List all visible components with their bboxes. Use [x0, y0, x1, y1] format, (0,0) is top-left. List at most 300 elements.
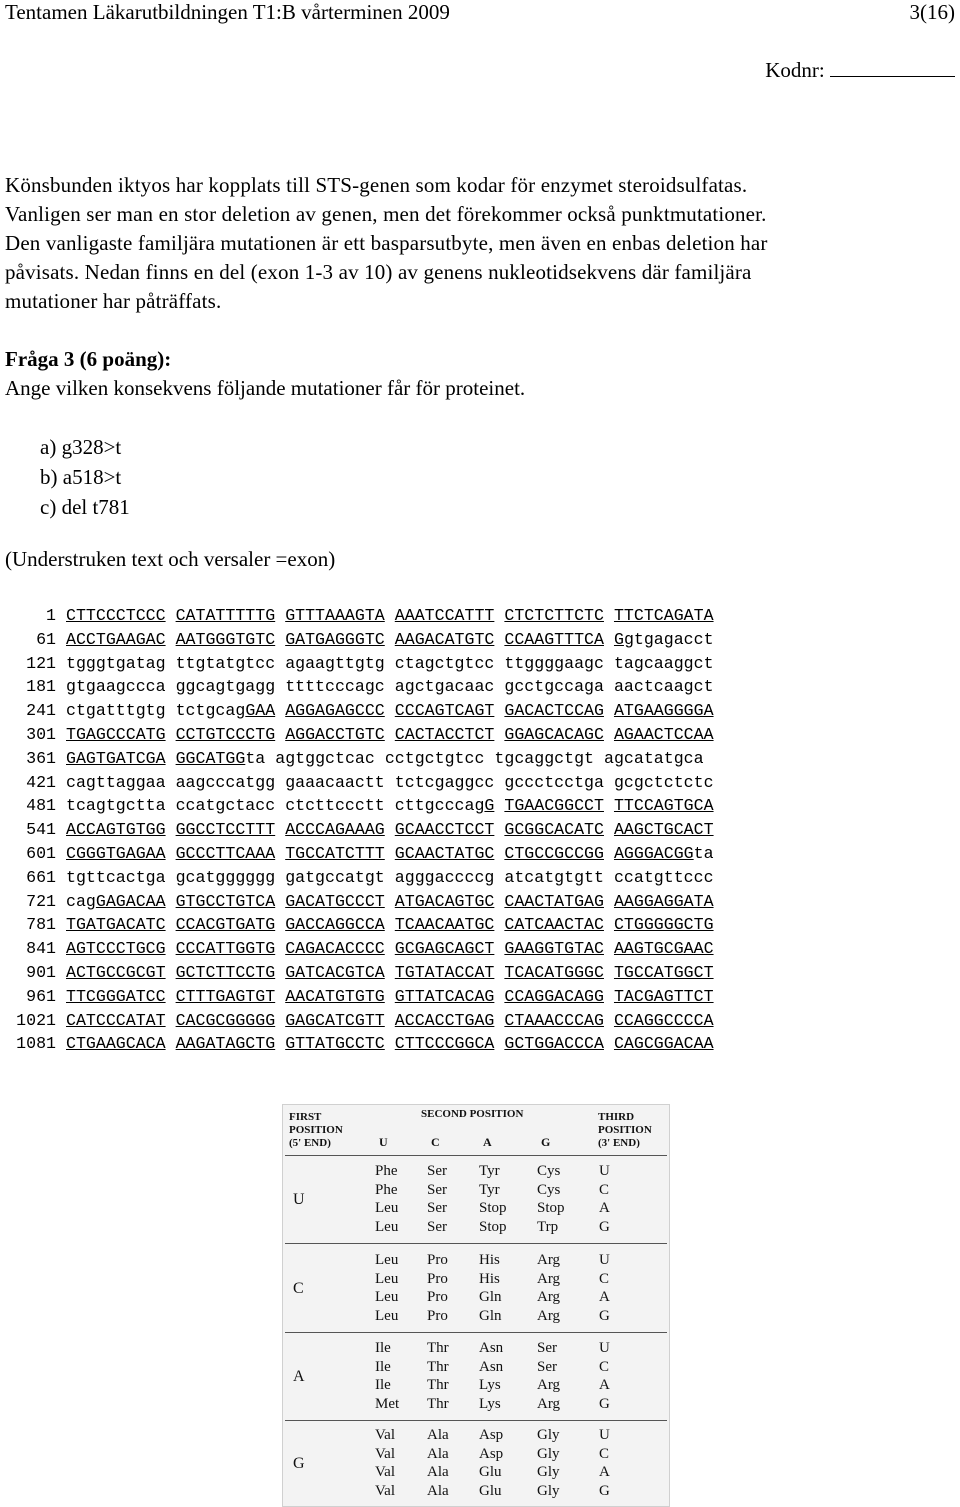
- sequence-block: [385, 747, 485, 771]
- intron-segment: tctcgaggcc: [394, 772, 495, 792]
- exon-segment: AGGACCTGTC: [285, 724, 385, 744]
- sequence-block: [395, 842, 495, 866]
- table-rule: [285, 1332, 667, 1333]
- sequence-block: [176, 628, 276, 652]
- exon-segment: AGGAGAGCCC: [285, 701, 385, 721]
- amino-acid-cell: Ala: [427, 1464, 449, 1480]
- exon-segment: AGTCCCTGCG: [66, 939, 166, 959]
- amino-acid-cell: Gly: [537, 1464, 560, 1480]
- exon-segment: GTTATCACAG: [394, 986, 495, 1006]
- intron-segment: agggaccccg: [394, 867, 495, 887]
- exon-segment: ACCACCTGAG: [394, 1010, 495, 1030]
- amino-acid-cell: Gly: [537, 1445, 560, 1462]
- intron-segment: aactcaagct: [613, 677, 714, 697]
- exam-title: Tentamen Läkarutbildningen T1:B vårterminen 2009: [5, 0, 450, 24]
- table-rule: [285, 1420, 667, 1421]
- first-position-label: U: [293, 1191, 305, 1208]
- exon-segment: CAGACACCCC: [285, 939, 385, 959]
- sequence-block: [614, 866, 714, 890]
- sequence-block: [614, 1009, 714, 1033]
- amino-acid-cell: Leu: [375, 1270, 399, 1287]
- intron-segment: tgggtgatag: [66, 653, 166, 673]
- sequence-row: [0, 818, 724, 842]
- exon-segment: GCAACCTCCT: [394, 820, 495, 840]
- amino-acid-cell: Gly: [537, 1427, 560, 1443]
- intron-segment: gcctgccaga: [504, 677, 604, 697]
- exon-segment: GATCACGTCA: [285, 962, 385, 982]
- kodnr-label: Kodnr:: [765, 58, 825, 82]
- exon-segment: CAGCGGACAA: [613, 1034, 714, 1054]
- header-line: (5' END): [289, 1137, 331, 1149]
- sequence-block: [395, 652, 495, 676]
- exon-segment: ATGACAGTGC: [394, 891, 495, 911]
- exon-segment: GACCAGGCCA: [285, 915, 385, 935]
- amino-acid-cell: Ala: [427, 1427, 449, 1443]
- sequence-block: [285, 937, 385, 961]
- exon-segment: GAA: [245, 701, 276, 721]
- sequence-block: [614, 794, 714, 818]
- third-position-label: C: [599, 1358, 610, 1375]
- third-position-label: U: [599, 1252, 610, 1268]
- sequence-block: [395, 818, 495, 842]
- amino-acid-cell: Arg: [537, 1377, 561, 1393]
- amino-acid-cell: Ser: [537, 1358, 557, 1375]
- sequence-block: [176, 842, 276, 866]
- sequence-block: [66, 985, 166, 1009]
- sequence-block: [395, 913, 495, 937]
- intron-segment: ccatgctacc: [175, 796, 276, 816]
- sequence-row: [0, 842, 724, 866]
- question-title: Fråga 3 (6 poäng):: [5, 347, 172, 371]
- header-line: (3' END): [598, 1137, 640, 1149]
- sequence-row: [0, 652, 724, 676]
- sequence-block: [176, 652, 276, 676]
- sequence-block: [504, 675, 604, 699]
- sequence-row: [0, 675, 724, 699]
- exon-segment: ACCTGAAGAC: [66, 629, 166, 649]
- amino-acid-cell: Phe: [375, 1181, 398, 1198]
- exon-segment: AAGGAGGATA: [613, 891, 714, 911]
- header-line: FIRST: [289, 1111, 322, 1123]
- sequence-block: [285, 866, 385, 890]
- sequence-block: [504, 985, 604, 1009]
- exon-segment: TTCGGGATCC: [66, 986, 166, 1006]
- amino-acid-cell: Ser: [427, 1200, 447, 1216]
- intron-segment: ttgtatgtcc: [175, 653, 276, 673]
- sequence-block: [275, 747, 375, 771]
- intron-segment: gcatgggggg: [175, 867, 276, 887]
- exon-segment: AGGGACGG: [613, 843, 694, 863]
- third-position-label: G: [599, 1395, 610, 1412]
- third-position-label: A: [599, 1289, 610, 1305]
- sequence-block: [614, 842, 714, 866]
- intron-segment: cctgctgtcc: [384, 748, 485, 768]
- sequence-block: [176, 961, 276, 985]
- position-number: 1: [46, 606, 56, 625]
- exon-segment: GTTATGCCTC: [285, 1034, 385, 1054]
- sequence-block: [614, 604, 714, 628]
- amino-acid-cell: Cys: [537, 1163, 561, 1179]
- exon-segment: CCAGGACAGG: [504, 986, 604, 1006]
- position-number: 1081: [16, 1034, 56, 1054]
- exon-segment: ACCAGTGTGG: [66, 820, 166, 840]
- sequence-block: [66, 1009, 166, 1033]
- amino-acid-cell: Val: [375, 1445, 395, 1462]
- exon-segment: CTTCCCTCCC: [66, 606, 166, 625]
- sequence-block: [504, 890, 604, 914]
- intron-segment: ctcttccctt: [285, 796, 385, 816]
- intron-segment: gatgccatgt: [285, 867, 385, 887]
- sequence-row: [0, 794, 724, 818]
- position-number: 541: [26, 820, 56, 840]
- sequence-block: [66, 890, 166, 914]
- intron-segment: tagcaaggct: [613, 653, 714, 673]
- amino-acid-cell: Ser: [427, 1181, 447, 1198]
- sequence-row: [0, 1009, 724, 1033]
- exon-segment: AACATGTGTG: [285, 986, 385, 1006]
- sequence-block: [176, 890, 276, 914]
- sequence-block: [285, 628, 385, 652]
- intron-segment: agaagttgtg: [285, 653, 385, 673]
- header-line: POSITION: [289, 1124, 343, 1136]
- exon-segment: AATGGGTGTC: [175, 629, 276, 649]
- intron-segment: gtgaagccca: [66, 677, 166, 697]
- sequence-block: [614, 985, 714, 1009]
- intron-segment: gcgctctctc: [613, 772, 714, 792]
- exon-segment: CCAGGCCCCA: [613, 1010, 714, 1030]
- sequence-block: [66, 818, 166, 842]
- sequence-block: [504, 604, 604, 628]
- amino-acid-cell: Ser: [427, 1218, 447, 1235]
- first-position-label: A: [293, 1368, 305, 1385]
- exon-segment: AAGATAGCTG: [175, 1034, 276, 1054]
- intron-segment: gccctcctga: [504, 772, 604, 792]
- intron-segment: ccatgttccc: [613, 867, 714, 887]
- sequence-block: [504, 937, 604, 961]
- sequence-block: [66, 794, 166, 818]
- intron-segment: atcatgtgtt: [504, 867, 604, 887]
- sequence-row: [0, 961, 724, 985]
- amino-acid-cell: Pro: [427, 1270, 448, 1287]
- sequence-block: [614, 628, 714, 652]
- sequence-block: [176, 723, 276, 747]
- exon-segment: CCTGTCCCTG: [175, 724, 276, 744]
- sequence-block: [66, 675, 166, 699]
- exon-segment: CTTCCCGGCA: [394, 1034, 495, 1054]
- sequence-block: [395, 628, 495, 652]
- sequence-row: [0, 628, 724, 652]
- exon-segment: GCGGCACATC: [504, 820, 604, 840]
- sequence-block: [504, 1009, 604, 1033]
- sequence-block: [395, 1009, 495, 1033]
- exon-segment: AAGTGCGAAC: [613, 939, 714, 959]
- header-line: POSITION: [598, 1124, 652, 1136]
- position-number: 721: [26, 891, 56, 911]
- exon-segment: TTCTCAGATA: [613, 606, 714, 625]
- exon-segment: CACGCGGGGG: [175, 1010, 276, 1030]
- sequence-block: [66, 699, 166, 723]
- exon-segment: CATCCCATAT: [66, 1010, 166, 1030]
- sequence-block: [285, 604, 385, 628]
- sequence-row: [0, 604, 724, 628]
- intro-line: påvisats. Nedan finns en del (exon 1-3 av 10) av genens nukleotidsekvens där familjära: [5, 260, 752, 284]
- third-position-label: A: [599, 1377, 610, 1393]
- page-header: [5, 0, 955, 26]
- sequence-block: [285, 794, 385, 818]
- amino-acid-cell: Trp: [537, 1218, 559, 1235]
- exon-segment: GCAACTATGC: [394, 843, 495, 863]
- amino-acid-cell: Ser: [427, 1163, 447, 1179]
- first-position-label: G: [293, 1455, 305, 1472]
- amino-acid-cell: Ile: [375, 1377, 391, 1393]
- mutation-item: c) del t781: [40, 495, 130, 519]
- amino-acid-cell: Arg: [537, 1252, 561, 1268]
- exon-segment: GGCATGG: [175, 748, 246, 768]
- sequence-block: [176, 866, 276, 890]
- intron-segment: gtgagacct: [623, 629, 714, 649]
- amino-acid-cell: Stop: [479, 1200, 507, 1216]
- intro-text: [5, 171, 955, 316]
- position-number: 901: [26, 962, 56, 982]
- sequence-block: [504, 628, 604, 652]
- amino-acid-cell: Thr: [427, 1358, 449, 1375]
- position-number: 841: [26, 939, 56, 959]
- sequence-block: [504, 652, 604, 676]
- exon-segment: CATCAACTAC: [504, 915, 604, 935]
- nucleotide-sequence: [0, 604, 724, 1056]
- sequence-block: [395, 771, 495, 795]
- sequence-row: [0, 937, 724, 961]
- intron-segment: ggcagtgagg: [175, 677, 276, 697]
- sequence-block: [395, 699, 495, 723]
- exon-segment: TGCCATCTTT: [285, 843, 385, 863]
- intron-segment: gaaacaactt: [285, 772, 385, 792]
- exon-segment: CCCAGTCAGT: [394, 701, 495, 721]
- sequence-block: [285, 675, 385, 699]
- amino-acid-cell: Asn: [479, 1340, 504, 1356]
- sequence-block: [176, 747, 266, 771]
- intron-segment: ttttcccagc: [285, 677, 385, 697]
- exon-segment: GCTCTTCCTG: [175, 962, 276, 982]
- third-position-label: G: [599, 1307, 610, 1324]
- sequence-block: [66, 937, 166, 961]
- intron-segment: agctgacaac: [394, 677, 495, 697]
- exon-segment: CTAAACCCAG: [504, 1010, 604, 1030]
- sequence-block: [614, 652, 714, 676]
- exon-segment: G: [613, 629, 624, 649]
- position-number: 241: [26, 701, 56, 721]
- intro-line: Könsbunden iktyos har kopplats till STS-genen som kodar för enzymet steroidsulfatas.: [5, 173, 748, 197]
- exon-segment: CTGAAGCACA: [66, 1034, 166, 1054]
- intron-segment: tgttcactga: [66, 867, 166, 887]
- position-number: 961: [26, 986, 56, 1006]
- sequence-row: [0, 866, 724, 890]
- third-position-label: C: [599, 1181, 610, 1198]
- intro-line: Den vanligaste familjära mutationen är ett basparsutbyte, men även en enbas deletion har: [5, 231, 768, 255]
- sequence-block: [504, 866, 604, 890]
- amino-acid-cell: Asp: [479, 1445, 504, 1462]
- exon-segment: GAGTGATCGA: [66, 748, 166, 768]
- exon-segment: CTGGGGGCTG: [613, 915, 714, 935]
- exon-segment: GAAGGTGTAC: [504, 939, 604, 959]
- sequence-block: [66, 652, 166, 676]
- exon-segment: TCACATGGGC: [504, 962, 604, 982]
- sequence-block: [66, 771, 166, 795]
- sequence-block: [504, 794, 604, 818]
- sequence-block: [614, 675, 714, 699]
- exon-note: (Understruken text och versaler =exon): [5, 547, 336, 571]
- second-position-header: SECOND POSITION: [421, 1108, 524, 1120]
- sequence-block: [66, 1032, 166, 1056]
- third-position-label: A: [599, 1464, 610, 1480]
- sequence-block: [66, 961, 166, 985]
- sequence-block: [66, 866, 166, 890]
- sequence-block: [395, 866, 495, 890]
- third-position-label: U: [599, 1163, 610, 1179]
- sequence-block: [66, 723, 166, 747]
- intron-segment: ctgatttgtg: [66, 701, 166, 721]
- amino-acid-cell: Val: [375, 1482, 395, 1499]
- exon-segment: CTGCCGCCGG: [504, 843, 604, 863]
- amino-acid-cell: Tyr: [479, 1181, 500, 1198]
- sequence-block: [614, 890, 714, 914]
- amino-acid-cell: Ser: [537, 1340, 557, 1356]
- amino-acid-cell: Thr: [427, 1340, 449, 1356]
- sequence-block: [285, 818, 385, 842]
- column-header: U: [379, 1135, 388, 1149]
- exon-segment: TCAACAATGC: [394, 915, 495, 935]
- amino-acid-cell: Stop: [537, 1200, 565, 1216]
- intron-segment: cttgcccag: [394, 796, 485, 816]
- amino-acid-cell: Gln: [479, 1289, 502, 1305]
- sequence-block: [504, 723, 604, 747]
- exon-segment: CCAAGTTTCA: [504, 629, 604, 649]
- amino-acid-cell: Pro: [427, 1252, 448, 1268]
- exon-segment: CGGGTGAGAA: [66, 843, 166, 863]
- mutation-item: a) g328>t: [40, 435, 122, 459]
- sequence-block: [614, 818, 714, 842]
- sequence-block: [494, 747, 594, 771]
- exon-segment: CACTACCTCT: [394, 724, 495, 744]
- sequence-block: [66, 628, 166, 652]
- exon-segment: GCTGGACCCA: [504, 1034, 604, 1054]
- amino-acid-cell: Ile: [375, 1340, 391, 1356]
- amino-acid-cell: Lys: [479, 1395, 501, 1412]
- sequence-block: [504, 961, 604, 985]
- sequence-block: [176, 937, 276, 961]
- exon-segment: TGCCATGGCT: [613, 962, 714, 982]
- sequence-block: [285, 890, 385, 914]
- sequence-block: [395, 985, 495, 1009]
- sequence-block: [504, 818, 604, 842]
- sequence-block: [504, 842, 604, 866]
- codon-table: [282, 1104, 670, 1507]
- exon-segment: GACATGCCCT: [285, 891, 385, 911]
- intro-line: Vanligen ser man en stor deletion av genen, men det förekommer också punktmutationer.: [5, 202, 767, 226]
- sequence-row: [0, 699, 724, 723]
- exon-segment: TGATGACATC: [66, 915, 166, 935]
- exon-segment: TGAACGGCCT: [504, 796, 604, 816]
- sequence-block: [614, 913, 714, 937]
- position-number: 661: [26, 867, 56, 887]
- sequence-row: [0, 771, 724, 795]
- sequence-block: [285, 652, 385, 676]
- third-position-label: A: [599, 1200, 610, 1216]
- amino-acid-cell: Arg: [537, 1307, 561, 1324]
- exon-segment: CATATTTTTG: [175, 606, 276, 625]
- sequence-block: [66, 842, 166, 866]
- exon-segment: TACGAGTTCT: [613, 986, 714, 1006]
- question-text: Ange vilken konsekvens följande mutationer får för proteinet.: [5, 376, 526, 400]
- table-rule: [285, 1155, 667, 1156]
- table-rule: [285, 1243, 667, 1244]
- first-position-header: [289, 1111, 343, 1150]
- sequence-block: [614, 699, 714, 723]
- exon-segment: GTTTAAAGTA: [285, 606, 385, 625]
- position-number: 61: [36, 629, 56, 649]
- amino-acid-cell: Gly: [537, 1482, 560, 1499]
- amino-acid-cell: Leu: [375, 1252, 399, 1268]
- intron-segment: tcagtgctta: [66, 796, 166, 816]
- third-position-label: U: [599, 1340, 610, 1356]
- intron-segment: agcatatgca: [604, 748, 704, 768]
- exon-segment: GAGACAA: [95, 891, 166, 911]
- exon-segment: GATGAGGGTC: [285, 629, 385, 649]
- intron-segment: ta: [693, 843, 714, 863]
- sequence-row: [0, 890, 724, 914]
- exon-segment: GAGCATCGTT: [285, 1010, 385, 1030]
- amino-acid-cell: Leu: [375, 1307, 399, 1324]
- exon-segment: GTGCCTGTCA: [175, 891, 276, 911]
- column-header: A: [483, 1135, 492, 1149]
- amino-acid-cell: Glu: [479, 1482, 502, 1499]
- amino-acid-cell: Pro: [427, 1289, 448, 1305]
- amino-acid-cell: Stop: [479, 1218, 507, 1235]
- exon-segment: GCCCTTCAAA: [175, 843, 276, 863]
- sequence-block: [614, 723, 714, 747]
- exon-segment: GGAGCACAGC: [504, 724, 604, 744]
- sequence-block: [614, 1032, 714, 1056]
- amino-acid-cell: Asp: [479, 1427, 504, 1443]
- sequence-row: [0, 985, 724, 1009]
- amino-acid-cell: Gln: [479, 1307, 502, 1324]
- amino-acid-cell: Cys: [537, 1181, 561, 1198]
- intron-segment: aagcccatgg: [175, 772, 276, 792]
- sequence-block: [395, 604, 495, 628]
- sequence-block: [395, 890, 495, 914]
- amino-acid-cell: His: [479, 1270, 500, 1287]
- sequence-block: [504, 771, 604, 795]
- amino-acid-cell: Pro: [427, 1307, 448, 1324]
- intron-segment: cag: [66, 891, 96, 911]
- exon-segment: G: [484, 796, 495, 816]
- exon-segment: CCACGTGATG: [175, 915, 276, 935]
- intron-segment: ctagctgtcc: [394, 653, 495, 673]
- amino-acid-cell: Ile: [375, 1358, 391, 1375]
- sequence-row: [0, 723, 724, 747]
- position-number: 361: [26, 748, 56, 768]
- sequence-block: [504, 699, 604, 723]
- exon-segment: TGAGCCCATG: [66, 724, 166, 744]
- kodnr-blank-line: [830, 56, 955, 77]
- sequence-block: [176, 1032, 276, 1056]
- position-number: 481: [26, 796, 56, 816]
- sequence-block: [395, 723, 495, 747]
- amino-acid-cell: Val: [375, 1464, 395, 1480]
- sequence-block: [285, 913, 385, 937]
- intron-segment: ttggggaagc: [504, 653, 604, 673]
- amino-acid-cell: Arg: [537, 1270, 561, 1287]
